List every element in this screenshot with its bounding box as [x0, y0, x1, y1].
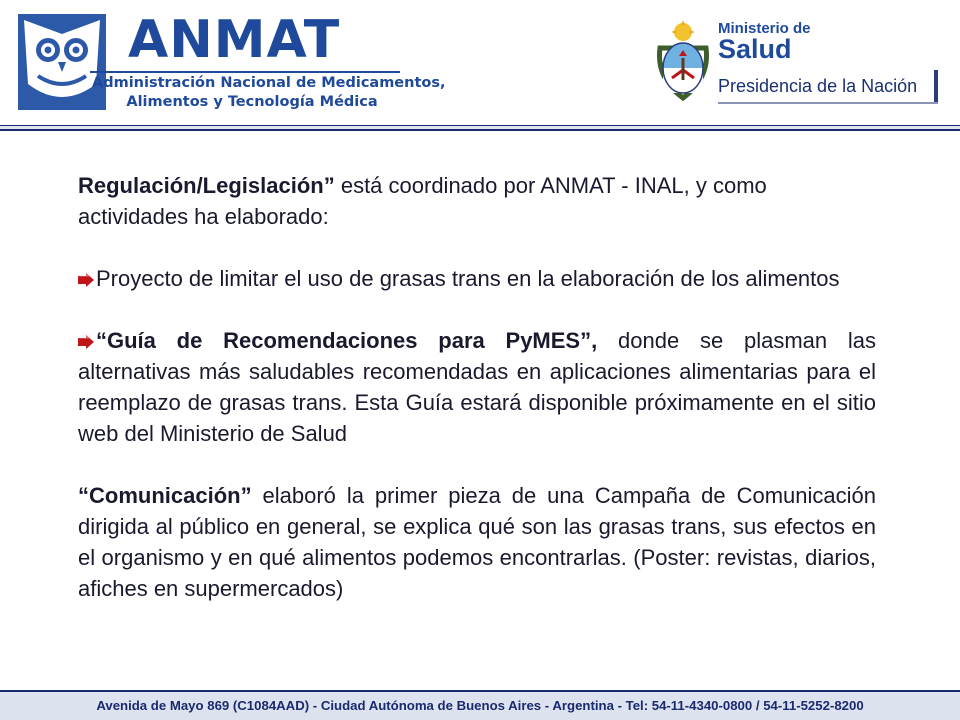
- regulacion-text: está coordinado por ANMAT - INAL, y como actividades ha elaborado:: [78, 173, 767, 229]
- ministerio-line1: Ministerio de: [718, 20, 811, 37]
- red-arrow-bullet-icon: [78, 335, 94, 349]
- paragraph-guia: [78, 325, 876, 449]
- red-arrow-bullet-icon: [78, 273, 94, 287]
- footer-address: Avenida de Mayo 869 (C1084AAD) - Ciudad Autónoma de Buenos Aires - Argentina - Tel: 54-11-4340-0800 / 54-11-5252-8200: [96, 698, 864, 713]
- main-content: [78, 170, 876, 635]
- ministerio-logo: [652, 18, 942, 108]
- ministerio-frame-bar: [934, 70, 938, 104]
- anmat-name: ANMAT: [128, 10, 341, 70]
- header: [0, 0, 960, 130]
- paragraph-regulacion: [78, 170, 876, 232]
- ministerio-line3: Presidencia de la Nación: [718, 76, 918, 96]
- guia-heading: “Guía de Recomendaciones para PyMES”,: [96, 328, 598, 353]
- paragraph-comunicacion: [78, 480, 876, 604]
- ministerio-frame-base: [718, 102, 938, 104]
- ministerio-line2: Salud: [718, 34, 792, 64]
- footer: [0, 690, 960, 720]
- header-divider: [0, 125, 960, 131]
- comunicacion-text: elaboró la primer pieza de una Campaña de Comunicación dirigida al público en general, se explica qué son las grasas trans, sus efectos en el organismo y en qué alimentos podemos encontrarlas. (Poster: revistas, diarios, afiches en supermercados): [78, 483, 876, 601]
- regulacion-heading: Regulación/Legislación”: [78, 173, 335, 198]
- guia-text: donde se plasman las alternativas más saludables recomendadas en aplicaciones alimentarias para el reemplazo de grasas trans. Esta Guía estará disponible próximamente en el sitio web del Ministerio de Salud: [78, 328, 877, 446]
- anmat-logo: [18, 10, 446, 112]
- anmat-subtitle-line2: Alimentos y Tecnología Médica: [126, 94, 378, 110]
- comunicacion-heading: “Comunicación”: [78, 483, 252, 508]
- anmat-rule: [90, 71, 400, 73]
- anmat-subtitle-line1: Administración Nacional de Medicamentos,: [92, 75, 446, 91]
- proyecto-text: Proyecto de limitar el uso de grasas trans en la elaboración de los alimentos: [96, 266, 840, 291]
- anmat-subtitle: [92, 74, 446, 112]
- argentina-coat-of-arms-icon: [652, 18, 714, 102]
- paragraph-proyecto: [78, 263, 876, 294]
